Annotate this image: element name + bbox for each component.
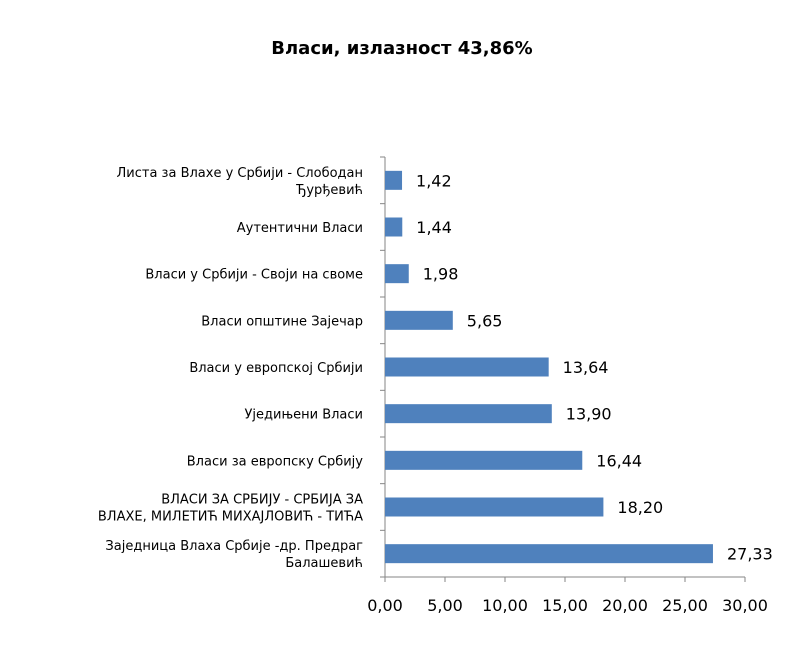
category-label (145, 268, 363, 283)
data-label: 1,98 (422, 264, 459, 284)
category-label-line: ВЛАХЕ, МИЛЕТИЋ МИХАЈЛОВИЋ - ТИЋА (97, 509, 363, 525)
category-label-line: Аутентични Власи (236, 221, 363, 236)
category-label-line: Заједница Влаха Србије -др. Предраг (105, 539, 363, 555)
category-label-line: Власи за европску Србију (186, 454, 363, 470)
x-tick-label: 0,00 (367, 596, 403, 615)
bar (385, 451, 582, 470)
chart-category-labels (98, 166, 363, 571)
data-label: 1,44 (416, 218, 452, 237)
bar (385, 544, 713, 563)
category-label (117, 166, 363, 198)
category-label (244, 408, 363, 423)
data-label: 13,64 (562, 358, 609, 377)
category-label-line: Власи општине Зајечар (201, 314, 363, 330)
category-label-line: Власи у европској Србији (189, 361, 363, 376)
chart-title: Власи, излазност 43,86% (271, 38, 533, 59)
bar (385, 264, 409, 283)
category-label-line: Уједињени Власи (244, 407, 363, 423)
category-label-line: Балашевић (285, 556, 363, 572)
x-tick-label: 25,00 (662, 596, 708, 615)
category-label-line: Листа за Влахе у Србији - Слободан (116, 165, 363, 181)
bar (385, 498, 603, 517)
category-label-line: ВЛАСИ ЗА СРБИЈУ - СРБИЈА ЗА (161, 492, 363, 508)
x-tick-label: 30,00 (722, 596, 768, 615)
data-label: 13,90 (565, 404, 612, 424)
data-label: 16,44 (596, 451, 643, 471)
bar (385, 404, 552, 423)
category-label-line: Ђурђевић (296, 182, 363, 198)
x-tick-label: 15,00 (542, 596, 588, 615)
bar (385, 311, 453, 330)
x-tick-label: 20,00 (602, 596, 648, 615)
x-tick-label: 10,00 (482, 596, 528, 615)
bar (385, 171, 402, 190)
chart-tick-labels (367, 596, 768, 615)
category-label (237, 221, 363, 236)
category-label (105, 539, 363, 571)
bar (385, 218, 402, 237)
category-label (201, 314, 363, 329)
bar (385, 358, 549, 377)
category-label (187, 454, 364, 469)
category-label (189, 361, 363, 376)
x-tick-label: 5,00 (427, 596, 463, 615)
data-label: 27,33 (726, 544, 773, 564)
data-label: 1,42 (416, 171, 452, 191)
data-label: 18,20 (617, 498, 664, 517)
data-label: 5,65 (466, 311, 503, 331)
category-label (98, 493, 363, 525)
category-label-line: Власи у Србији - Своји на своме (145, 267, 363, 283)
